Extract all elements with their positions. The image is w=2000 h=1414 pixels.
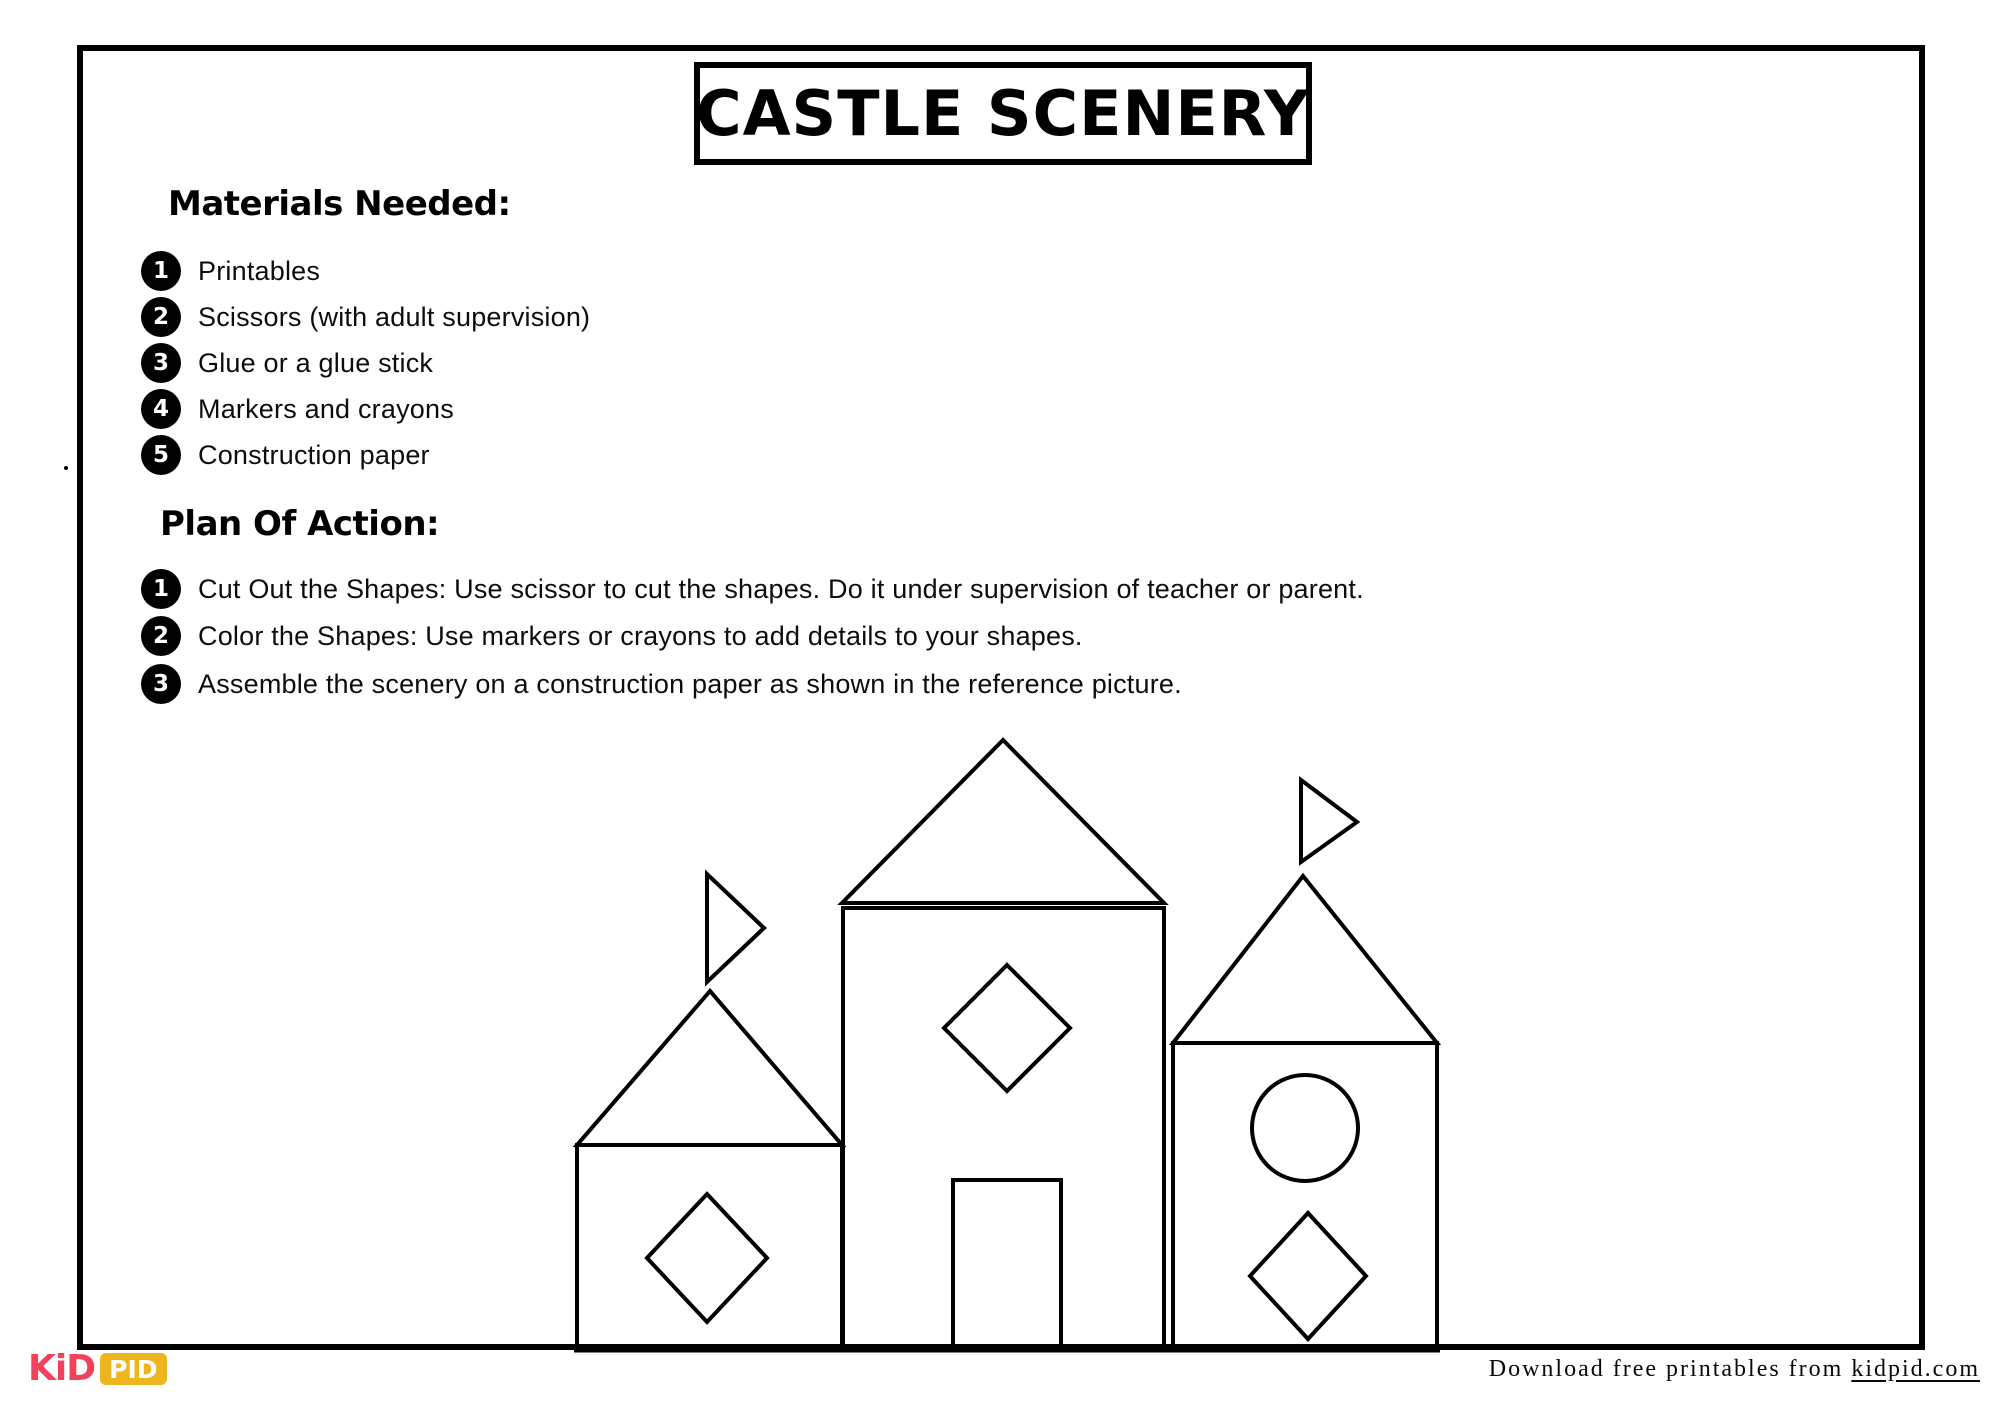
left-flag-triangle xyxy=(707,874,764,982)
right-diamond-window xyxy=(1250,1213,1366,1339)
download-footer xyxy=(1489,1356,1980,1383)
logo-pid-badge: PID xyxy=(100,1353,166,1385)
materials-heading: Materials Needed: xyxy=(168,184,511,224)
stray-dot xyxy=(64,466,68,470)
right-flag-triangle xyxy=(1301,780,1357,862)
kidpid-link[interactable]: kidpid.com xyxy=(1851,1356,1980,1382)
number-badge: 1 xyxy=(141,569,181,609)
plan-step-text: Color the Shapes: Use markers or crayons to add details to your shapes. xyxy=(198,620,1083,651)
central-diamond-window xyxy=(944,965,1070,1091)
number-badge: 5 xyxy=(141,435,181,475)
right-roof-triangle xyxy=(1173,876,1437,1043)
right-tower-rectangle xyxy=(1173,1043,1437,1348)
left-diamond-window xyxy=(647,1194,767,1322)
logo-kid-text: KiD xyxy=(28,1348,96,1389)
left-roof-triangle xyxy=(577,991,842,1145)
download-text: Download free printables from xyxy=(1488,1356,1852,1382)
materials-item-text: Construction paper xyxy=(198,439,430,470)
central-roof-triangle xyxy=(842,740,1164,903)
page-title: CASTLE SCENERY xyxy=(696,77,1310,150)
plan-step-text: Assemble the scenery on a construction paper as shown in the reference picture. xyxy=(198,668,1182,699)
number-badge: 3 xyxy=(141,343,181,383)
materials-item-text: Scissors (with adult supervision) xyxy=(198,301,591,332)
door-rectangle xyxy=(953,1180,1061,1348)
number-badge: 2 xyxy=(141,616,181,656)
number-badge: 1 xyxy=(141,251,181,291)
circle-window xyxy=(1252,1075,1358,1181)
plan-heading: Plan Of Action: xyxy=(160,504,440,544)
plan-step-text: Cut Out the Shapes: Use scissor to cut the shapes. Do it under supervision of teacher or parent. xyxy=(198,573,1364,604)
number-badge: 2 xyxy=(141,297,181,337)
materials-item-text: Glue or a glue stick xyxy=(198,347,434,378)
materials-item-text: Markers and crayons xyxy=(198,393,454,424)
number-badge: 4 xyxy=(141,389,181,429)
kidpid-logo xyxy=(28,1348,167,1389)
materials-item-text: Printables xyxy=(198,255,321,286)
number-badge: 3 xyxy=(141,664,181,704)
central-building-rectangle xyxy=(843,908,1164,1348)
